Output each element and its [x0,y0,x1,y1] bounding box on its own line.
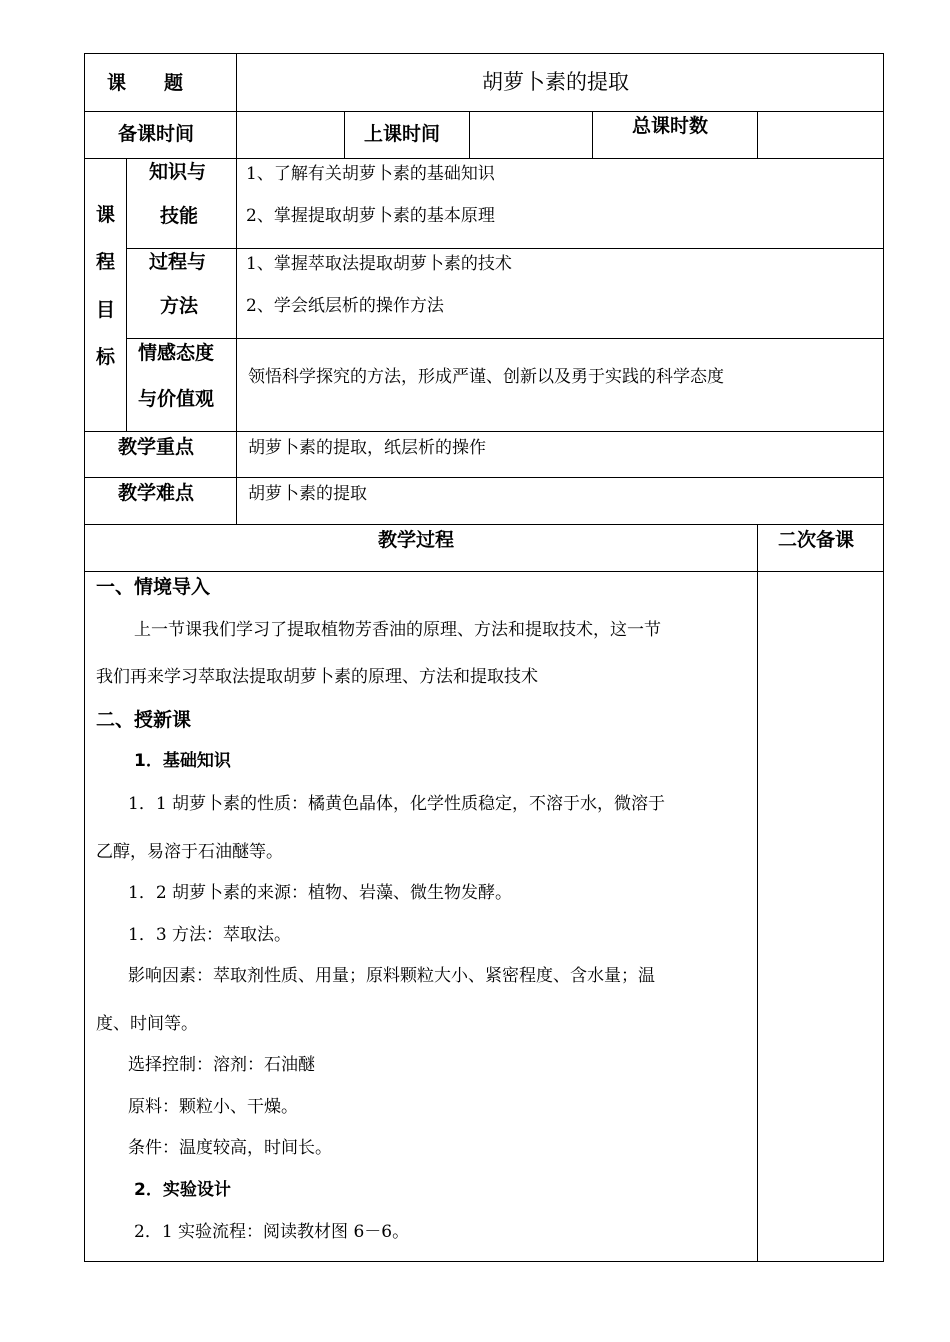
section-heading: 一、情境导入 [96,576,211,598]
topic-label: 课 题 [107,72,184,94]
paragraph-line: 上一节课我们学习了提取植物芳香油的原理、方法和提取技术，这一节 [134,620,661,640]
difficulties-value: 胡萝卜素的提取 [248,484,367,504]
column-divider [592,111,593,158]
knowledge-item: 2、掌握提取胡萝卜素的基本原理 [246,206,495,226]
process-item: 2、学会纸层析的操作方法 [246,296,444,316]
row-divider [84,158,884,159]
column-divider [757,111,758,158]
paragraph-line: 条件：温度较高，时间长。 [128,1138,332,1158]
attitude-label: 情感态度 [138,342,215,364]
objectives-label-char: 程 [96,251,116,273]
paragraph-line: 选择控制：溶剂：石油醚 [128,1055,315,1075]
subsection-heading: 2．实验设计 [134,1180,231,1200]
topic-value: 胡萝卜素的提取 [482,70,629,94]
column-divider [469,111,470,158]
paragraph-line: 1．2 胡萝卜素的来源：植物、岩藻、微生物发酵。 [128,883,513,903]
subsection-heading: 1．基础知识 [134,751,231,771]
attitude-label: 与价值观 [138,388,215,410]
row-divider [84,524,884,525]
objectives-label-char: 目 [96,299,116,321]
knowledge-label: 知识与 [149,161,207,183]
row-divider [84,571,884,572]
row-divider [126,248,884,249]
paragraph-line: 我们再来学习萃取法提取胡萝卜素的原理、方法和提取技术 [96,667,538,687]
row-divider [84,477,884,478]
knowledge-item: 1、了解有关胡萝卜素的基础知识 [246,164,495,184]
paragraph-line: 度、时间等。 [96,1014,198,1034]
prep-time-label: 备课时间 [118,123,195,145]
second-prep-heading: 二次备课 [778,529,855,551]
paragraph-line: 影响因素：萃取剂性质、用量；原料颗粒大小、紧密程度、含水量；温 [128,966,655,986]
teaching-process-heading: 教学过程 [378,529,455,551]
class-time-label: 上课时间 [364,123,441,145]
total-hours-label: 总课时数 [632,115,709,137]
process-label: 过程与 [149,251,207,273]
process-label: 方法 [160,295,199,317]
key-points-value: 胡萝卜素的提取，纸层析的操作 [248,438,486,458]
paragraph-line: 乙醇，易溶于石油醚等。 [96,842,283,862]
attitude-text: 领悟科学探究的方法，形成严谨、创新以及勇于实践的科学态度 [248,367,724,387]
section-heading: 二、授新课 [96,709,192,731]
column-divider [126,158,127,431]
paragraph-line: 1．3 方法：萃取法。 [128,925,292,945]
row-divider [126,338,884,339]
row-divider [84,431,884,432]
lesson-plan-table [84,53,884,1262]
column-divider [757,524,758,1262]
knowledge-label: 技能 [160,205,199,227]
objectives-label-char: 标 [96,346,116,368]
objectives-label-char: 课 [96,204,116,226]
row-divider [84,111,884,112]
paragraph-line: 原料：颗粒小、干燥。 [128,1097,298,1117]
process-item: 1、掌握萃取法提取胡萝卜素的技术 [246,254,512,274]
paragraph-line: 1．1 胡萝卜素的性质：橘黄色晶体，化学性质稳定，不溶于水，微溶于 [128,794,666,814]
paragraph-line: 2．1 实验流程：阅读教材图 6－6。 [134,1222,410,1242]
key-points-label: 教学重点 [118,436,195,458]
column-divider [344,111,345,158]
column-divider [236,53,237,524]
difficulties-label: 教学难点 [118,482,195,504]
